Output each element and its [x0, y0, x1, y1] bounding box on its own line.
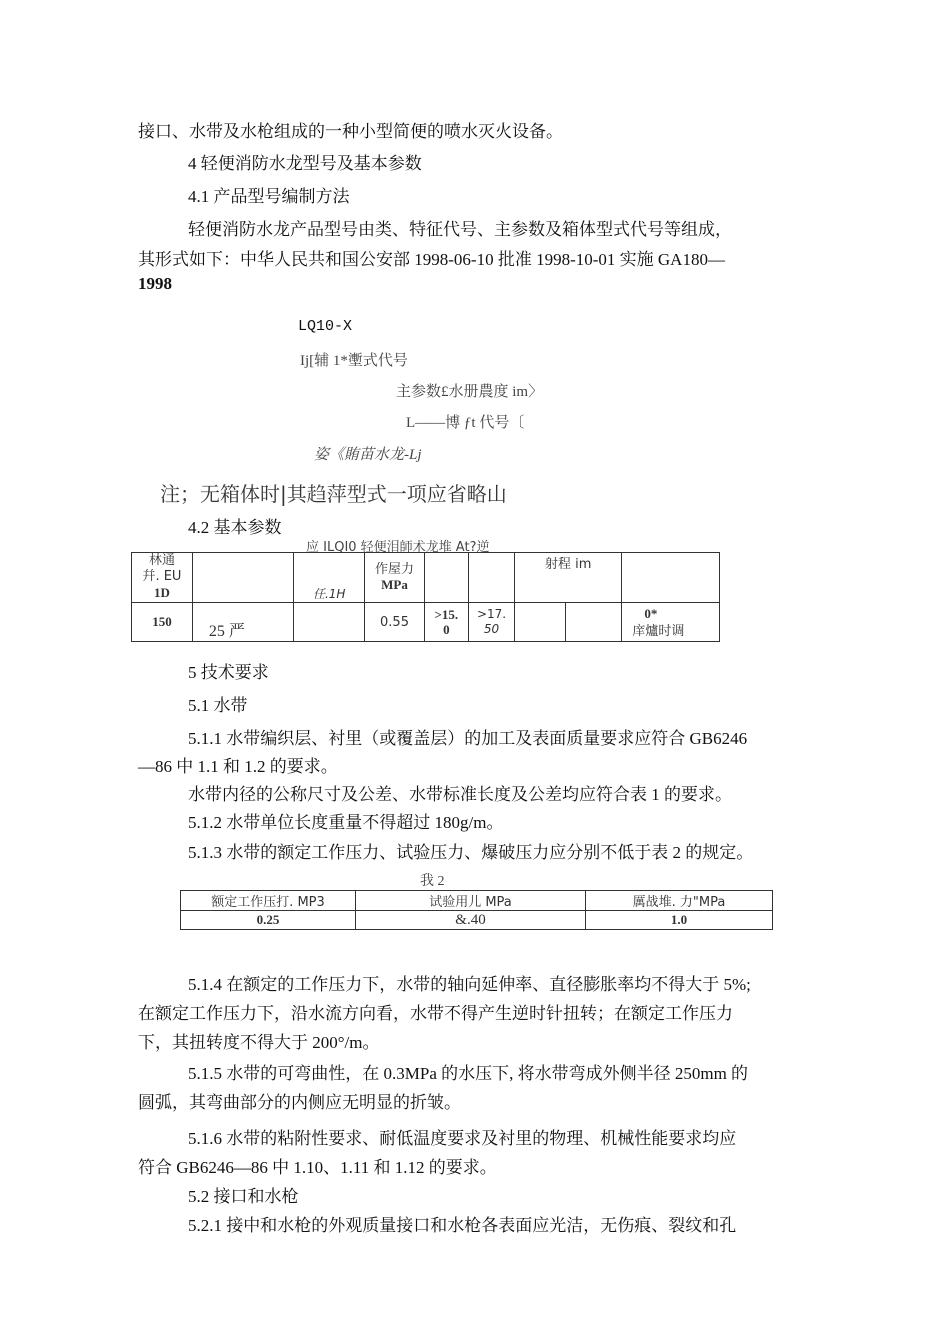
- text-line: 下，其扭转度不得大于 200°/m。: [138, 1033, 380, 1052]
- note: 注；无箱体时|其趋萍型式一项应省略山: [160, 482, 507, 506]
- table2-header-cell: 厲战堆. 力"MPa: [586, 891, 773, 911]
- text-line: 在额定工作压力下，沿水流方向看，水带不得产生逆时针扭转；在额定工作压力: [138, 1004, 733, 1023]
- table1-cell: [565, 603, 621, 642]
- table1-cell: >17. 50: [468, 603, 514, 642]
- table2-header-cell: 额定工作压打. MP3: [181, 891, 356, 911]
- subsection-heading: 5.2 接口和水枪: [188, 1187, 299, 1206]
- text-line: 水带内径的公称尺寸及公差、水带标准长度及公差均应符合表 1 的要求。: [188, 785, 732, 804]
- section-heading: 4 轻便消防水龙型号及基本参数: [188, 154, 422, 173]
- text-line: 5.1.4 在额定的工作压力下，水带的轴向延伸率、直径膨胀率均不得大于 5%;: [188, 975, 751, 994]
- text-line: 5.1.6 水带的粘附性要求、耐低温度要求及衬里的物理、机械性能要求均应: [188, 1129, 737, 1148]
- table1-cell: [515, 603, 566, 642]
- table1-cell: [294, 603, 365, 642]
- table1-header-cell: 林通 幷. EU 1D: [132, 553, 193, 603]
- table2-cell: 1.0: [586, 911, 773, 930]
- table1-caption: 应 ILQI0 轻便泪師术龙堆 At?逆: [306, 540, 490, 555]
- model-code: LQ10-X: [298, 318, 353, 335]
- table1-header-cell: 作屋力 MPa: [365, 553, 425, 603]
- diagram-label-class: 姿《賄苗水龙-Lj: [314, 447, 422, 463]
- text-line: 圆弧，其弯曲部分的内侧应无明显的折皱。: [138, 1093, 461, 1112]
- table1: [131, 552, 720, 642]
- text-line: 接口、水带及水枪组成的一种小型简便的喷水灭火设备。: [138, 122, 563, 141]
- text-line: 1998: [138, 274, 172, 293]
- subsection-heading: 4.1 产品型号编制方法: [188, 187, 350, 206]
- table1-header-cell: 射程 im: [515, 553, 622, 603]
- table1-header-cell: [468, 553, 514, 603]
- section-heading: 5 技术要求: [188, 663, 269, 682]
- text-line: 5.1.3 水带的额定工作压力、试验压力、爆破压力应分别不低于表 2 的规定。: [188, 843, 754, 862]
- table1-header-cell: 任.1H: [294, 553, 365, 603]
- subsection-heading: 5.1 水带: [188, 696, 248, 715]
- text-line: 5.1.1 水带编织层、衬里（或覆盖层）的加工及表面质量要求应符合 GB6246: [188, 729, 748, 748]
- table1-header-cell: [192, 553, 293, 603]
- table1-header-cell: [622, 553, 720, 603]
- table1-cell: 25 严: [192, 603, 293, 642]
- table2-caption: 我 2: [420, 874, 445, 889]
- table1-header-cell: [424, 553, 468, 603]
- text-line: 其形式如下：中华人民共和国公安部 1998-06-10 批准 1998-10-01 实施 GA180—: [138, 250, 725, 269]
- table1-cell: 150: [132, 603, 193, 642]
- diagram-label-box-type: Ij[辅 1*壍式代号: [300, 353, 408, 369]
- table2-header-cell: 试验用儿 MPa: [356, 891, 586, 911]
- subsection-heading: 4.2 基本参数: [188, 518, 282, 537]
- diagram-label-main-param: 主参数£水册農度 im〉: [396, 384, 544, 400]
- table2: [180, 890, 773, 930]
- text-line: 符合 GB6246—86 中 1.10、1.11 和 1.12 的要求。: [138, 1158, 497, 1177]
- text-line: 轻便消防水龙产品型号由类、特征代号、主参数及箱体型式代号等组成，: [188, 220, 732, 239]
- text-line: —86 中 1.1 和 1.2 的要求。: [138, 757, 338, 776]
- table1-cell: >15. 0: [424, 603, 468, 642]
- text-line: 5.1.2 水带单位长度重量不得超过 180g/m。: [188, 813, 504, 832]
- table1-cell: 0* 庠爐时调: [622, 603, 720, 642]
- text-line: 5.2.1 接中和水枪的外观质量接口和水枪各表面应光洁，无伤痕、裂纹和孔: [188, 1216, 737, 1235]
- table2-cell: 0.25: [181, 911, 356, 930]
- table1-cell: 0.55: [365, 603, 425, 642]
- text-line: 5.1.5 水带的可弯曲性，在 0.3MPa 的水压下, 将水带弯成外侧半径 250mm 的: [188, 1064, 749, 1083]
- diagram-label-feature-code: L——博 ƒt 代号〔: [406, 415, 525, 431]
- table2-cell: &.40: [356, 911, 586, 930]
